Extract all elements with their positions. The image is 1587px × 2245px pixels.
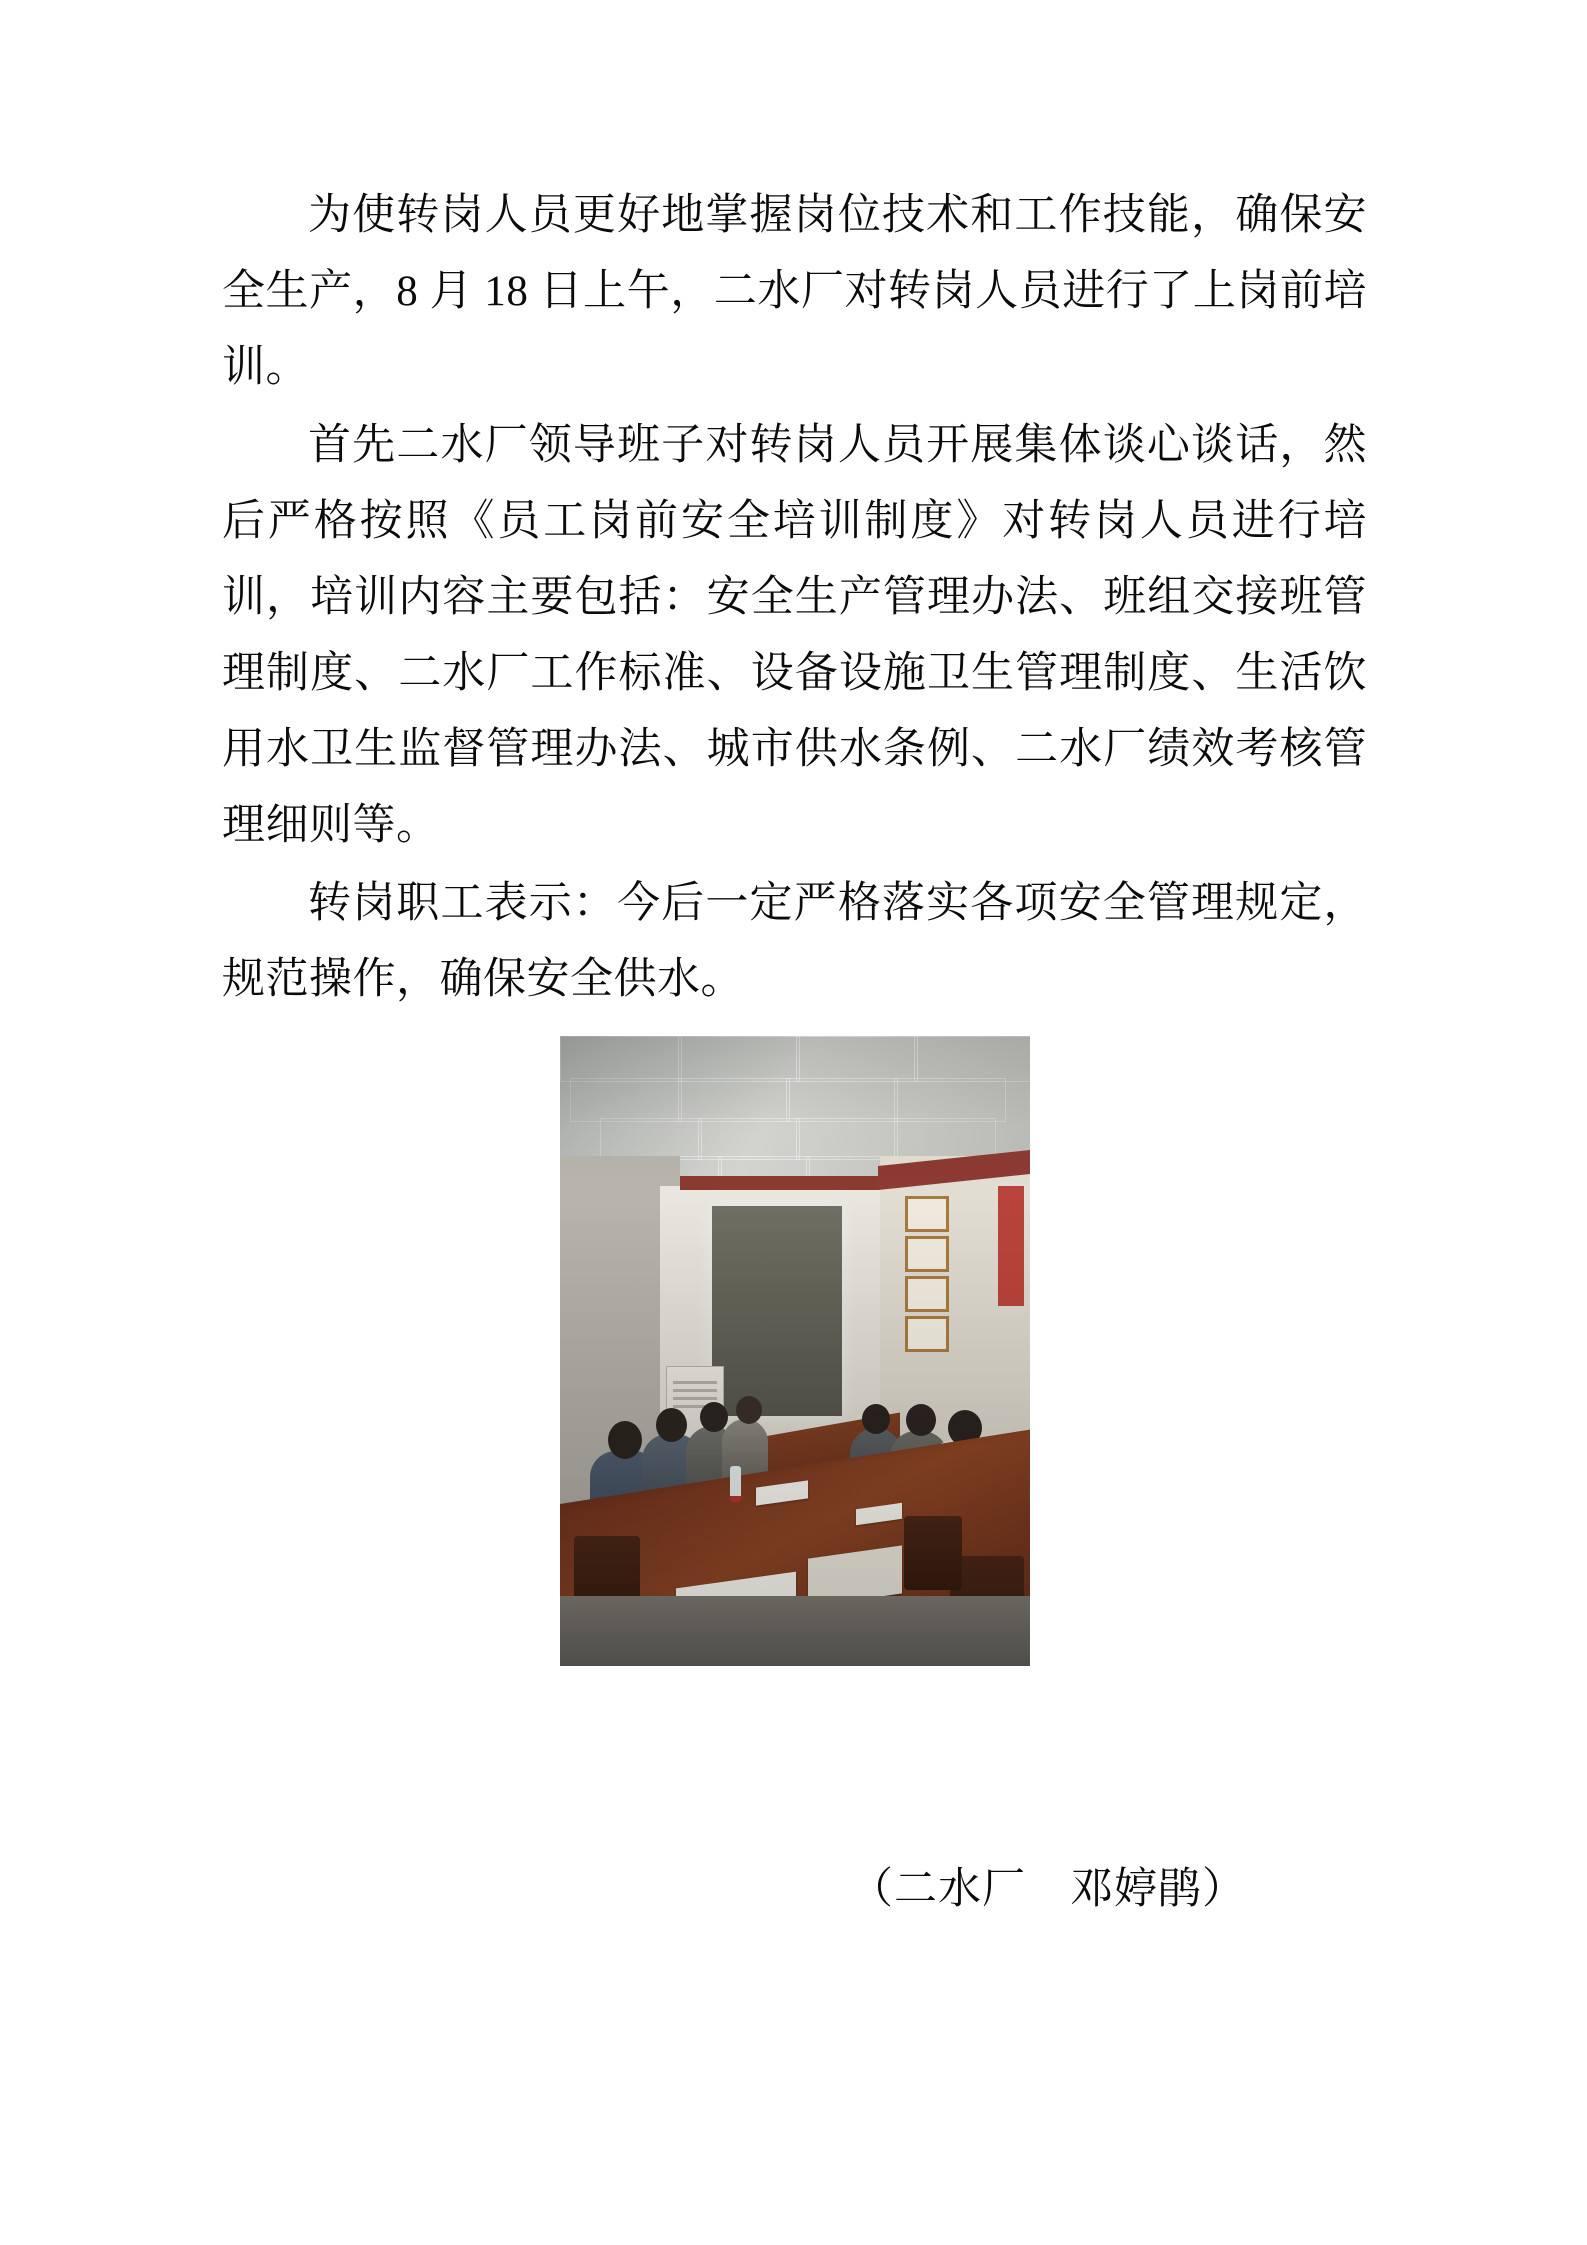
person-right-1-head (862, 1404, 890, 1434)
paragraph-2: 首先二水厂领导班子对转岗人员开展集体谈心谈话，然后严格按照《员工岗前安全培训制度》对转岗人员进行培训，培训内容主要包括：安全生产管理办法、班组交接班管理制度、二水厂工作标准、设备设施卫生管理制度、生活饮用水卫生监督管理办法、城市供水条例、二水厂绩效考核管理细则等。 (222, 422, 1367, 849)
person-left-2-head (656, 1408, 687, 1442)
paragraph-3: 转岗职工表示：今后一定严格落实各项安全管理规定，规范操作，确保安全供水。 (222, 880, 1367, 1003)
person-left-4-head (736, 1396, 762, 1424)
person-left-1-head (608, 1421, 642, 1459)
photo-container (222, 1036, 1367, 1666)
chair-right-mid (904, 1516, 962, 1590)
wall-trim-back (680, 1176, 890, 1190)
wall-frame-1 (905, 1196, 949, 1232)
wall-frame-3 (905, 1276, 949, 1312)
person-right-2-head (906, 1404, 936, 1436)
paragraph-1: 为使转岗人员更好地掌握岗位技术和工作技能，确保安全生产，8 月 18 日上午，二水厂对转岗人员进行了上岗前培训。 (222, 192, 1367, 391)
floor (560, 1596, 1030, 1666)
document-body (222, 178, 1367, 1666)
red-banner (998, 1186, 1024, 1306)
person-left-3-head (700, 1402, 728, 1432)
wall-frame-2 (905, 1236, 949, 1272)
meeting-room-photo (560, 1036, 1030, 1666)
signature-line: （二水厂 邓婷鹃） (850, 1866, 1246, 1913)
wall-frame-4 (905, 1316, 949, 1352)
water-bottle (730, 1466, 741, 1502)
window-curtain (712, 1206, 842, 1416)
